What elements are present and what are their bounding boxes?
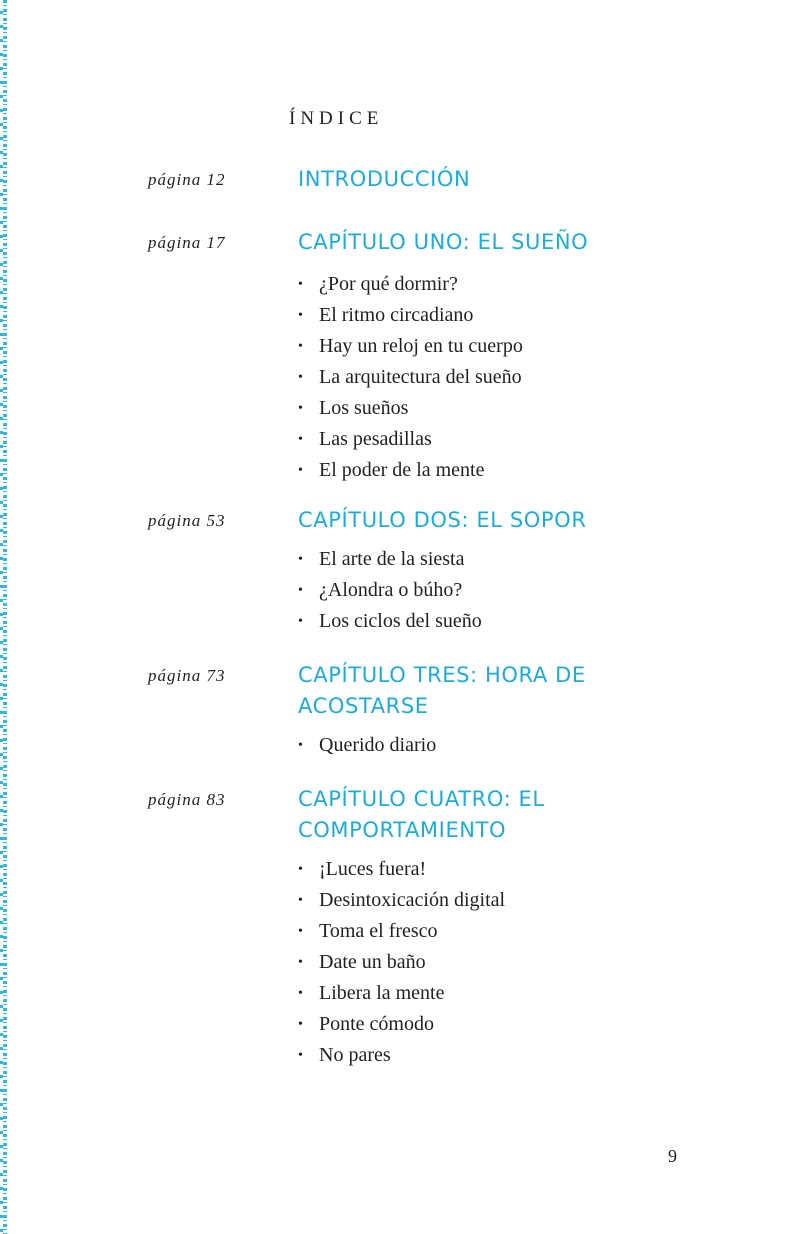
list-item-label: Los ciclos del sueño <box>319 610 482 632</box>
topic-list <box>298 544 482 637</box>
list-item <box>298 947 505 978</box>
list-item-label: Ponte cómodo <box>319 1013 434 1035</box>
list-item <box>298 916 505 947</box>
page-reference: página 12 <box>148 170 226 189</box>
list-item <box>298 300 523 331</box>
bullet-icon: • <box>298 583 303 598</box>
list-item-label: Desintoxicación digital <box>319 889 506 911</box>
bullet-icon: • <box>298 738 303 753</box>
list-item <box>298 575 482 606</box>
page-edge-decoration <box>0 0 7 1234</box>
list-item-label: ¿Alondra o búho? <box>319 579 463 601</box>
topic-list <box>298 269 523 486</box>
list-item-label: ¡Luces fuera! <box>319 858 427 880</box>
chapter-title: CAPÍTULO UNO: EL SUEÑO <box>298 230 589 254</box>
bullet-icon: • <box>298 463 303 478</box>
list-item <box>298 269 523 300</box>
list-item <box>298 455 523 486</box>
list-item-label: Libera la mente <box>319 982 445 1004</box>
topic-list <box>298 730 436 761</box>
list-item-label: Hay un reloj en tu cuerpo <box>319 335 523 357</box>
bullet-icon: • <box>298 1048 303 1063</box>
topic-list <box>298 854 505 1071</box>
page-reference: página 53 <box>148 511 226 530</box>
list-item <box>298 393 523 424</box>
bullet-icon: • <box>298 862 303 877</box>
list-item-label: Date un baño <box>319 951 426 973</box>
bullet-icon: • <box>298 308 303 323</box>
page-reference: página 17 <box>148 233 226 252</box>
list-item <box>298 978 505 1009</box>
bullet-icon: • <box>298 614 303 629</box>
list-item-label: ¿Por qué dormir? <box>319 273 458 295</box>
chapter-title: CAPÍTULO TRES: HORA DE ACOSTARSE <box>298 663 586 718</box>
list-item <box>298 1040 505 1071</box>
list-item <box>298 730 436 761</box>
list-item <box>298 606 482 637</box>
index-heading: ÍNDICE <box>289 108 384 129</box>
list-item <box>298 854 505 885</box>
bullet-icon: • <box>298 339 303 354</box>
page-reference: página 83 <box>148 790 226 809</box>
list-item-label: Los sueños <box>319 397 409 419</box>
list-item <box>298 362 523 393</box>
list-item-label: No pares <box>319 1044 391 1066</box>
bullet-icon: • <box>298 955 303 970</box>
list-item <box>298 544 482 575</box>
list-item <box>298 1009 505 1040</box>
list-item-label: El ritmo circadiano <box>319 304 474 326</box>
bullet-icon: • <box>298 924 303 939</box>
list-item-label: Querido diario <box>319 734 437 756</box>
bullet-icon: • <box>298 401 303 416</box>
list-item <box>298 885 505 916</box>
bullet-icon: • <box>298 277 303 292</box>
chapter-title: CAPÍTULO CUATRO: EL COMPORTAMIENTO <box>298 787 545 842</box>
list-item-label: Las pesadillas <box>319 428 432 450</box>
bullet-icon: • <box>298 986 303 1001</box>
bullet-icon: • <box>298 552 303 567</box>
page-reference: página 73 <box>148 666 226 685</box>
list-item-label: El arte de la siesta <box>319 548 465 570</box>
list-item <box>298 424 523 455</box>
chapter-title: CAPÍTULO DOS: EL SOPOR <box>298 508 587 532</box>
list-item-label: La arquitectura del sueño <box>319 366 522 388</box>
bullet-icon: • <box>298 893 303 908</box>
bullet-icon: • <box>298 432 303 447</box>
bullet-icon: • <box>298 370 303 385</box>
page-number: 9 <box>668 1146 677 1166</box>
bullet-icon: • <box>298 1017 303 1032</box>
list-item <box>298 331 523 362</box>
list-item-label: Toma el fresco <box>319 920 438 942</box>
chapter-title: INTRODUCCIÓN <box>298 167 471 191</box>
list-item-label: El poder de la mente <box>319 459 485 481</box>
